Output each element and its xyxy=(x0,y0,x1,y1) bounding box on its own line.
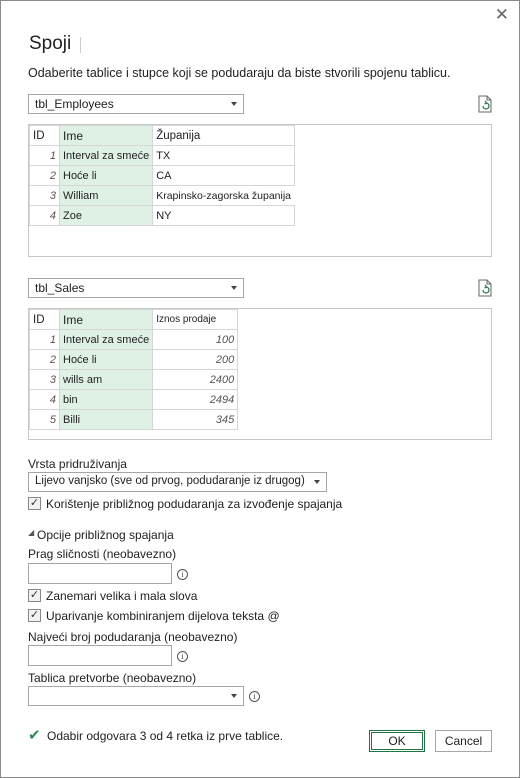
dialog-subtitle: Odaberite tablice i stupce koji se podudaraju da biste stvorili spojenu tablicu. xyxy=(28,66,451,80)
similarity-threshold-label: Prag sličnosti (neobavezno) xyxy=(28,547,177,561)
row-id: 3 xyxy=(30,186,60,206)
column-header[interactable]: Županija xyxy=(153,126,294,146)
table-row xyxy=(30,370,238,390)
cell: Interval za smeće xyxy=(60,330,153,350)
cell: wills am xyxy=(60,370,153,390)
row-id: 2 xyxy=(30,350,60,370)
fuzzy-match-checkbox[interactable]: ✓ xyxy=(29,497,40,509)
title-divider xyxy=(80,37,81,53)
chevron-down-icon xyxy=(231,102,237,106)
chevron-down-icon xyxy=(231,286,237,290)
table1-grid xyxy=(29,125,295,226)
close-icon[interactable]: ✕ xyxy=(494,5,509,24)
similarity-threshold-input[interactable] xyxy=(28,563,172,584)
row-id: 1 xyxy=(30,146,60,166)
column-header[interactable]: ID xyxy=(30,310,60,330)
chevron-down-icon xyxy=(314,480,320,484)
column-header[interactable]: ID xyxy=(30,126,60,146)
join-kind-value: Lijevo vanjsko (sve od prvog, podudaranje iz drugog) xyxy=(35,475,305,487)
row-id: 2 xyxy=(30,166,60,186)
table-row xyxy=(30,146,295,166)
row-id: 1 xyxy=(30,330,60,350)
column-header-selected[interactable]: Ime xyxy=(60,126,153,146)
table-row xyxy=(30,186,295,206)
table-row xyxy=(30,166,295,186)
table2-select-value: tbl_Sales xyxy=(35,281,85,295)
transformation-table-select[interactable] xyxy=(28,686,244,706)
ignore-case-checkbox[interactable]: ✓ xyxy=(29,589,40,601)
refresh-icon[interactable] xyxy=(477,279,493,297)
transformation-table-label: Tablica pretvorbe (neobavezno) xyxy=(28,671,197,685)
column-header-selected[interactable]: Ime xyxy=(60,310,153,330)
table1-select-value: tbl_Employees xyxy=(35,97,114,111)
max-matches-label: Najveći broj podudaranja (neobavezno) xyxy=(28,630,238,644)
column-header[interactable]: Iznos prodaje xyxy=(153,310,238,330)
ignore-case-label: Zanemari velika i mala slova xyxy=(46,589,198,603)
max-matches-input[interactable] xyxy=(28,645,172,666)
cell: Zoe xyxy=(60,206,153,226)
cell: Hoće li xyxy=(60,166,153,186)
table1-select[interactable] xyxy=(28,94,244,114)
table-header-row xyxy=(30,126,295,146)
fuzzy-match-label: Korištenje približnog podudaranja za izvođenje spajanja xyxy=(46,497,343,511)
dialog-title: Spoji xyxy=(29,33,72,54)
cell: 2494 xyxy=(153,390,238,410)
combine-text-parts-checkbox[interactable]: ✓ xyxy=(29,609,40,621)
table-row xyxy=(30,330,238,350)
join-kind-select[interactable] xyxy=(28,472,327,492)
table2-grid xyxy=(29,309,238,430)
table-row xyxy=(30,206,295,226)
row-id: 3 xyxy=(30,370,60,390)
table-row xyxy=(30,410,238,430)
info-icon[interactable]: i xyxy=(249,691,260,702)
combine-text-parts-label: Uparivanje kombiniranjem dijelova teksta @ xyxy=(46,609,280,623)
cell: TX xyxy=(153,146,294,166)
table1-preview xyxy=(28,124,492,257)
collapse-triangle-icon[interactable]: ◢ xyxy=(28,528,35,537)
cell: 100 xyxy=(153,330,238,350)
cell: Billi xyxy=(60,410,153,430)
row-id: 5 xyxy=(30,410,60,430)
cell: William xyxy=(60,186,153,206)
row-id: 4 xyxy=(30,206,60,226)
cell: 345 xyxy=(153,410,238,430)
table-row xyxy=(30,390,238,410)
table-row xyxy=(30,350,238,370)
table2-preview xyxy=(28,308,492,440)
match-status-text: Odabir odgovara 3 od 4 retka iz prve tablice. xyxy=(47,729,284,743)
join-kind-label: Vrsta pridruživanja xyxy=(28,457,127,471)
chevron-down-icon xyxy=(231,694,237,698)
checkmark-icon: ✔ xyxy=(28,727,41,744)
cell: 2400 xyxy=(153,370,238,390)
cell: Interval za smeće xyxy=(60,146,153,166)
row-id: 4 xyxy=(30,390,60,410)
cell: Krapinsko-zagorska županija xyxy=(156,189,292,202)
table2-select[interactable] xyxy=(28,278,244,298)
refresh-icon[interactable] xyxy=(477,95,493,113)
cell: 200 xyxy=(153,350,238,370)
ok-button[interactable]: OK xyxy=(369,730,425,752)
info-icon[interactable]: i xyxy=(177,569,188,580)
table-header-row xyxy=(30,310,238,330)
info-icon[interactable]: i xyxy=(177,651,188,662)
fuzzy-options-header[interactable]: Opcije približnog spajanja xyxy=(37,528,174,542)
cell: NY xyxy=(153,206,294,226)
cancel-button[interactable]: Cancel xyxy=(435,730,492,752)
cell: bin xyxy=(60,390,153,410)
cell: CA xyxy=(153,166,294,186)
cell: Hoće li xyxy=(60,350,153,370)
